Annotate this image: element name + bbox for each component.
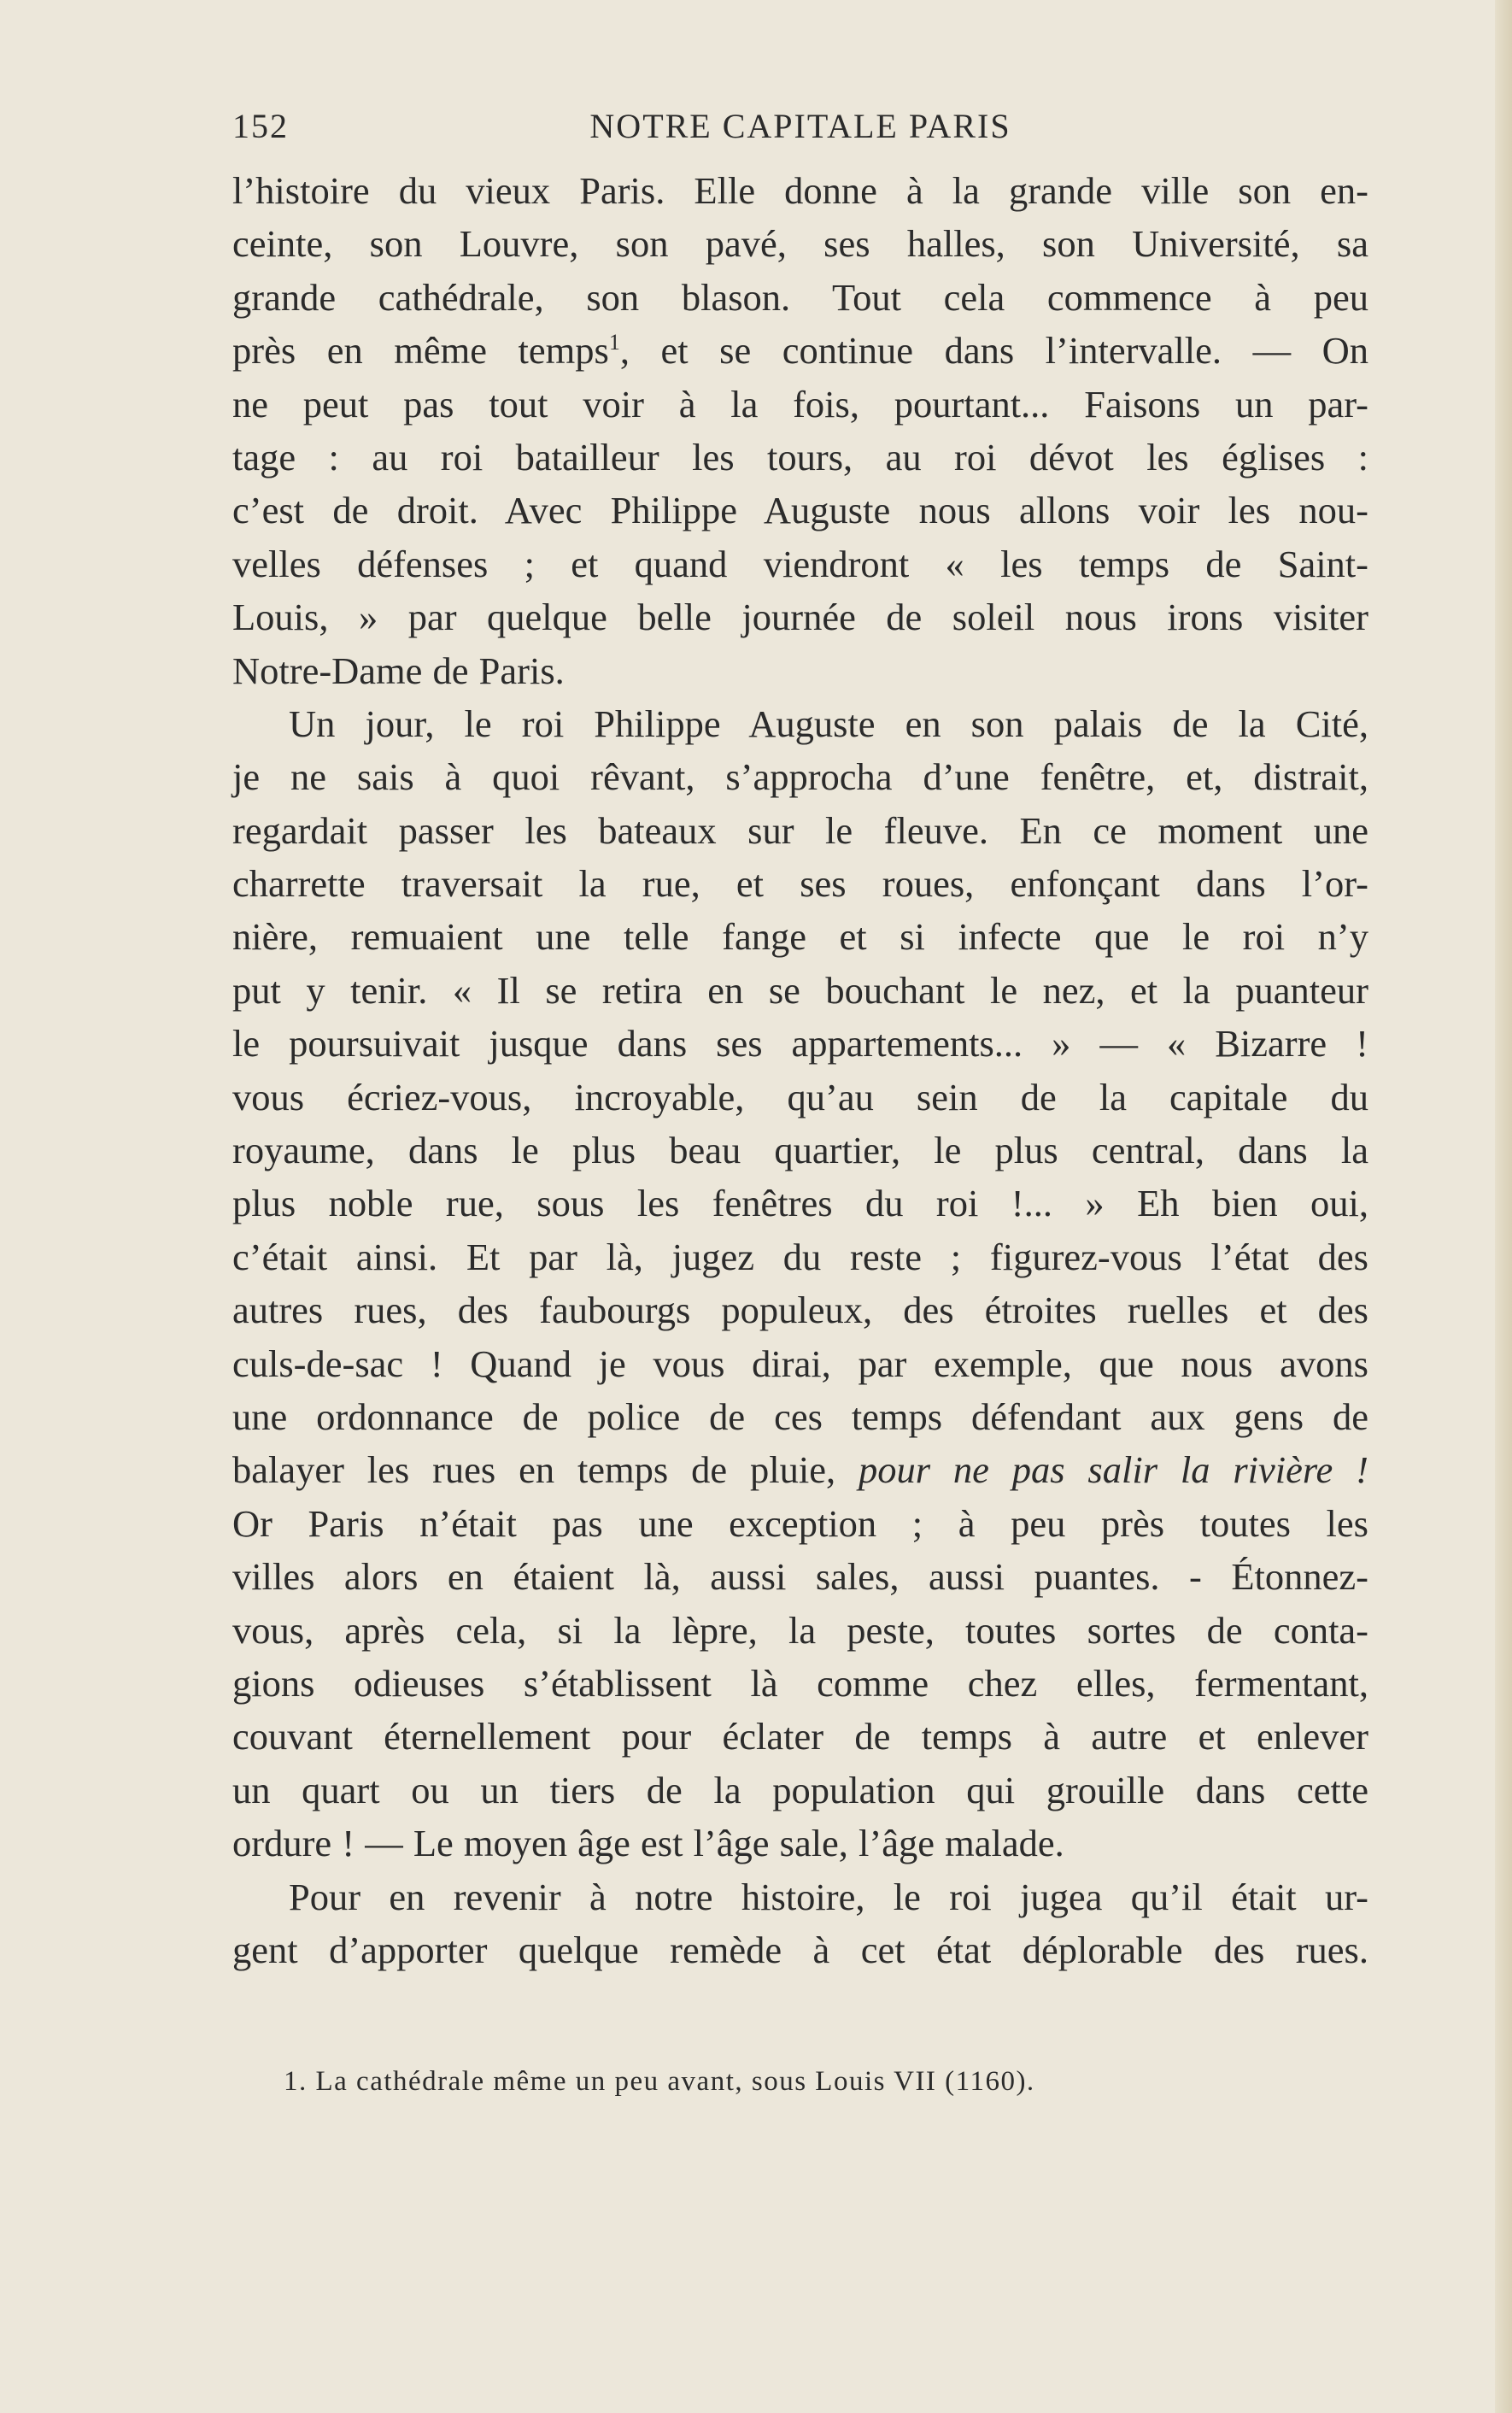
text-line: une ordonnance de police de ces temps défendant aux gens de [232,1394,1368,1438]
text-line: culs-de-sac ! Quand je vous dirai, par exemple, que nous avons [232,1342,1368,1385]
text-line: c’est de droit. Avec Philippe Auguste nous allons voir les nou- [232,489,1368,532]
text-line: c’était ainsi. Et par là, jugez du reste ; figurez-vous l’état des [232,1235,1368,1278]
italic-phrase: pour ne pas salir la rivière ! [858,1448,1368,1492]
text-line: Pour en revenir à notre histoire, le roi jugea qu’il était ur- [289,1875,1368,1918]
text-segment: , et se continue dans l’intervalle. — On [619,329,1369,373]
text-line: villes alors en étaient là, aussi sales, aussi puantes. - Étonnez- [232,1555,1368,1599]
footnote: 1. La cathédrale même un peu avant, sous Louis VII (1160). [284,2066,1035,2098]
text-line: un quart ou un tiers de la population qui grouille dans cette [232,1768,1368,1811]
text-segment: balayer les rues en temps de pluie, [232,1448,859,1492]
text-line: Un jour, le roi Philippe Auguste en son palais de la Cité, [289,702,1368,745]
text-line [232,1443,1368,1496]
text-line: Louis, » par quelque belle journée de soleil nous irons visiter [232,596,1368,639]
text-line: put y tenir. « Il se retira en se bouchant le nez, et la puanteur [232,968,1368,1012]
text-line: le poursuivait jusque dans ses appartements... » — « Bizarre ! [232,1022,1368,1066]
running-title: NOTRE CAPITALE PARIS [589,107,1011,145]
page-edge [1495,0,1512,2413]
text-line: grande cathédrale, son blason. Tout cela commence à peu [232,275,1368,319]
text-line [232,324,1368,377]
text-line: velles défenses ; et quand viendront « les temps de Saint- [232,542,1368,585]
text-line: je ne sais à quoi rêvant, s’approcha d’une fenêtre, et, distrait, [232,755,1368,799]
text-line: royaume, dans le plus beau quartier, le plus central, dans la [232,1129,1368,1172]
text-line: ceinte, son Louvre, son pavé, ses halles, son Université, sa [232,222,1368,266]
body-text [232,164,1368,1976]
text-line: tage : au roi batailleur les tours, au roi dévot les églises : [232,435,1368,478]
text-line: autres rues, des faubourgs populeux, des étroites ruelles et des [232,1289,1368,1332]
footnote-reference: 1 [608,330,620,355]
text-line: regardait passer les bateaux sur le fleuve. En ce moment une [232,808,1368,852]
text-line: plus noble rue, sous les fenêtres du roi !... » Eh bien oui, [232,1182,1368,1225]
text-line: charrette traversait la rue, et ses roues, enfonçant dans l’or- [232,862,1368,906]
text-line: Or Paris n’était pas une exception ; à peu près toutes les [232,1501,1368,1545]
text-line: ordure ! — Le moyen âge est l’âge sale, l’âge malade. [232,1822,1064,1865]
text-line: vous écriez-vous, incroyable, qu’au sein de la capitale du [232,1075,1368,1118]
text-line: Notre-Dame de Paris. [232,649,565,692]
text-line: gions odieuses s’établissent là comme chez elles, fermentant, [232,1661,1368,1705]
page-number: 152 [232,107,289,145]
text-line: nière, remuaient une telle fange et si infecte que le roi n’y [232,915,1368,959]
text-line: vous, après cela, si la lèpre, la peste, toutes sortes de conta- [232,1608,1368,1652]
text-block [232,101,1368,2103]
text-line: l’histoire du vieux Paris. Elle donne à la grande ville son en- [232,169,1368,212]
text-line: gent d’apporter quelque remède à cet état déplorable des rues. [232,1928,1368,1971]
text-segment: près en même temps [232,329,609,373]
running-head [232,101,1368,152]
text-line: ne peut pas tout voir à la fois, pourtant... Faisons un par- [232,382,1368,426]
text-line: couvant éternellement pour éclater de temps à autre et enlever [232,1715,1368,1758]
